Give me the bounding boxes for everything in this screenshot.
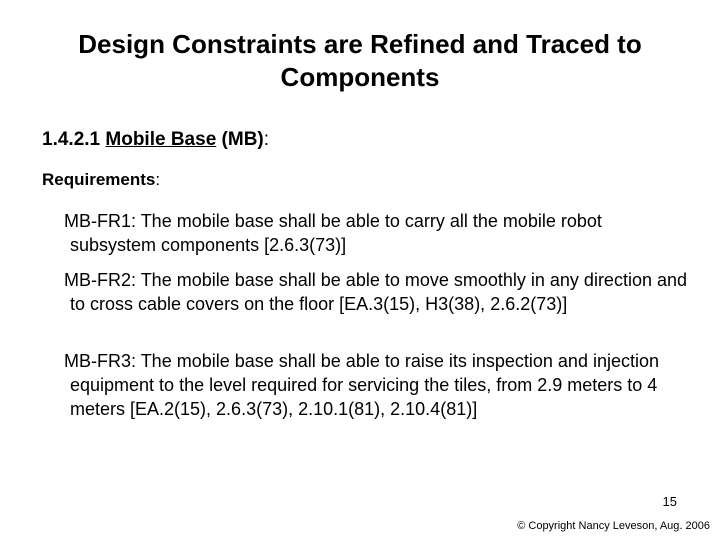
requirement-id: MB-FR2: <box>64 270 136 290</box>
requirement-item <box>64 209 690 257</box>
requirements-label: Requirements <box>42 170 156 189</box>
slide-title <box>0 28 720 94</box>
copyright-notice: © Copyright Nancy Leveson, Aug. 2006 <box>517 520 710 532</box>
requirement-text: The mobile base shall be able to raise its inspection and injection equipment to the level required for servicing the tiles, from 2.9 meters to 4 meters [EA.2(15), 2.6.3(73), 2.10.1(81), 2.10.4(81)] <box>70 351 659 419</box>
section-heading <box>42 127 269 153</box>
section-name: Mobile Base <box>105 129 217 150</box>
requirement-text: The mobile base shall be able to move smoothly in any direction and to cross cable covers on the floor [EA.3(15), H3(38), 2.6.2(73)] <box>70 270 687 314</box>
requirement-id: MB-FR3: <box>64 351 136 371</box>
slide-title-line-1: Design Constraints are Refined and Traced to <box>78 29 642 59</box>
requirement-id: MB-FR1: <box>64 211 136 231</box>
requirement-item <box>64 268 690 316</box>
requirement-text: The mobile base shall be able to carry all the mobile robot subsystem components [2.6.3(73)] <box>70 211 602 255</box>
section-number: 1.4.2.1 <box>42 129 101 150</box>
requirements-heading <box>42 168 160 192</box>
section-colon: : <box>263 129 270 150</box>
requirement-item <box>64 349 690 421</box>
page-number: 15 <box>662 494 677 509</box>
requirements-colon: : <box>155 170 161 189</box>
slide-title-line-2: Components <box>280 62 440 92</box>
section-abbrev: (MB) <box>221 129 264 150</box>
